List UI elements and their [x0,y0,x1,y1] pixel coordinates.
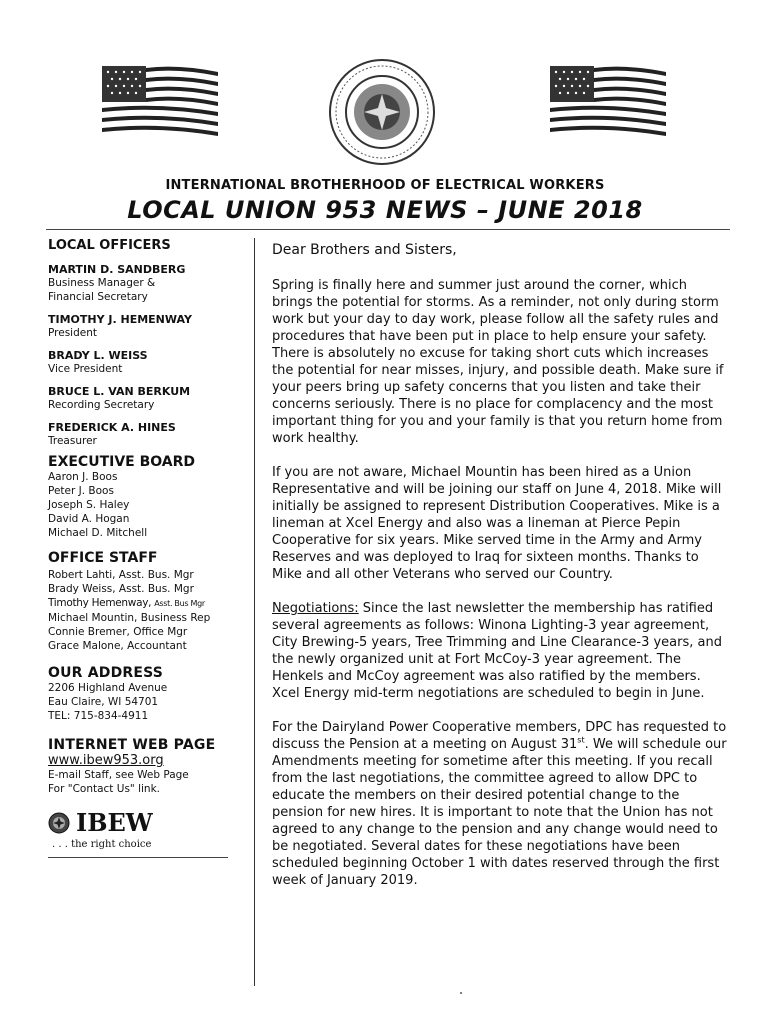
paragraph-negotiations [272,600,728,702]
executive-board-list [48,470,248,540]
officer-role: Treasurer [48,435,97,447]
dairyland-text-a: For the Dairyland Power Cooperative members, DPC has requested to discuss the Pension at a meeting on August 31 [272,720,727,752]
officer-role: Business Manager & Financial Secretary [48,277,156,303]
address-line: Eau Claire, WI 54701 [48,696,159,708]
website-link[interactable]: www.ibew953.org [48,753,164,768]
local-officers-heading: LOCAL OFFICERS [48,238,171,253]
officer-role: Vice President [48,363,123,375]
list-item: Connie Bremer, Office Mgr [48,626,188,638]
address-line: 2206 Highland Avenue [48,682,168,694]
address-line: TEL: 715-834-4911 [48,710,149,722]
web-notes [48,768,248,796]
title-divider [46,229,730,230]
column-divider [254,238,255,986]
officer-entry [48,263,248,304]
paragraph-new-representative: If you are not aware, Michael Mountin has been hired as a Union Representative and will be joining our staff on June 4, 2018. Mike will initially be assigned to represent Distribution Cooperatives. Mike is a lineman at Xcel Energy and also was a lineman at Pierce Pepin Cooperative for six years. Mike served time in the Army and Army Reserves and was deployed to Iraq for sixteen months. Thanks to Mike and all other Veterans who served our Country. [272,465,722,582]
officer-role: President [48,327,97,339]
ibew-wordmark: IBEW [76,808,153,837]
list-item: Aaron J. Boos [48,471,118,483]
officer-entry [48,385,248,412]
ibew-emblem-icon [48,812,70,834]
newsletter-title: LOCAL UNION 953 NEWS – JUNE 2018 [127,196,643,224]
officer-name: FREDERICK A. HINES [48,421,176,434]
sidebar [48,238,248,858]
list-item: Joseph S. Haley [48,499,130,511]
list-item: Grace Malone, Accountant [48,640,187,652]
paragraph-safety: Spring is finally here and summer just around the corner, which brings the potential for storms. As a reminder, not only during storm work but your day to day work, please follow all the safety rules and procedures that have been put in place to help ensure your safety. There is absolutely no excuse for taking short cuts which increases the potential for near misses, injury, and possible death. Make sure if your peers bring up safety concerns that you listen and take their concerns seriously. There is no place for complacency and the most important thing for you and your family is that you return home from work healthy. [272,278,724,446]
sidebar-bottom-divider [48,857,228,858]
list-item: David A. Hogan [48,513,130,525]
officer-entry [48,421,248,448]
office-staff-heading: OFFICE STAFF [48,550,158,566]
negotiations-text: Since the last newsletter the membership has ratified several agreements as follows: Winona Lighting-3 year agreement, City Brewing-5 years, Tree Trimming and Line Clearance-3 years, and the newly organized unit at Fort McCoy-3 year agreement. The Henkels and McCoy agreement was also ratified by the members. Xcel Energy mid-term negotiations are scheduled to begin in June. [272,601,722,701]
office-staff-list [48,568,248,653]
executive-board-heading: EXECUTIVE BOARD [48,454,196,470]
officer-name: BRADY L. WEISS [48,349,148,362]
ibew-tagline: . . . the right choice [52,839,152,850]
officer-entry [48,349,248,376]
list-item: Brady Weiss, Asst. Bus. Mgr [48,583,194,595]
officer-name: BRUCE L. VAN BERKUM [48,385,191,398]
ibew-seal-icon [328,58,436,166]
officer-role: Recording Secretary [48,399,155,411]
page-mark [460,992,462,994]
list-item [48,596,248,611]
web-note: For "Contact Us" link. [48,783,160,795]
address-heading: OUR ADDRESS [48,665,164,681]
paragraph-dairyland [272,719,728,889]
american-flag-icon [98,62,222,142]
officer-name: TIMOTHY J. HEMENWAY [48,313,192,326]
greeting: Dear Brothers and Sisters, [272,242,457,258]
web-note: E-mail Staff, see Web Page [48,769,189,781]
list-item: Peter J. Boos [48,485,114,497]
list-item: Michael Mountin, Business Rep [48,612,211,624]
web-page-heading: INTERNET WEB PAGE [48,737,216,753]
union-name: INTERNATIONAL BROTHERHOOD OF ELECTRICAL WORKERS [165,178,605,193]
dairyland-text-b: . We will schedule our Amendments meeting for sometime after this meeting. If you recall from the last negotiations, the committee agreed to allow DPC to educate the members on their desired potential change to the pension for new hires. It is important to note that the Union has not agreed to any change to the pension and any change would need to be negotiated. Several dates for these negotiations have been scheduled beginning October 1 with dates reserved through the first week of January 2019. [272,737,727,888]
staff-title: Asst. Bus Mgr [154,599,205,608]
address-block [48,681,248,723]
list-item: Michael D. Mitchell [48,527,148,539]
ibew-logo [48,808,248,837]
officer-name: MARTIN D. SANDBERG [48,263,186,276]
letter-body [272,242,728,906]
officer-entry [48,313,248,340]
date-suffix: st [577,735,585,745]
american-flag-icon [546,62,670,142]
negotiations-label: Negotiations: [272,601,359,616]
list-item: Robert Lahti, Asst. Bus. Mgr [48,569,194,581]
staff-name: Timothy Hemenway, [48,597,152,609]
